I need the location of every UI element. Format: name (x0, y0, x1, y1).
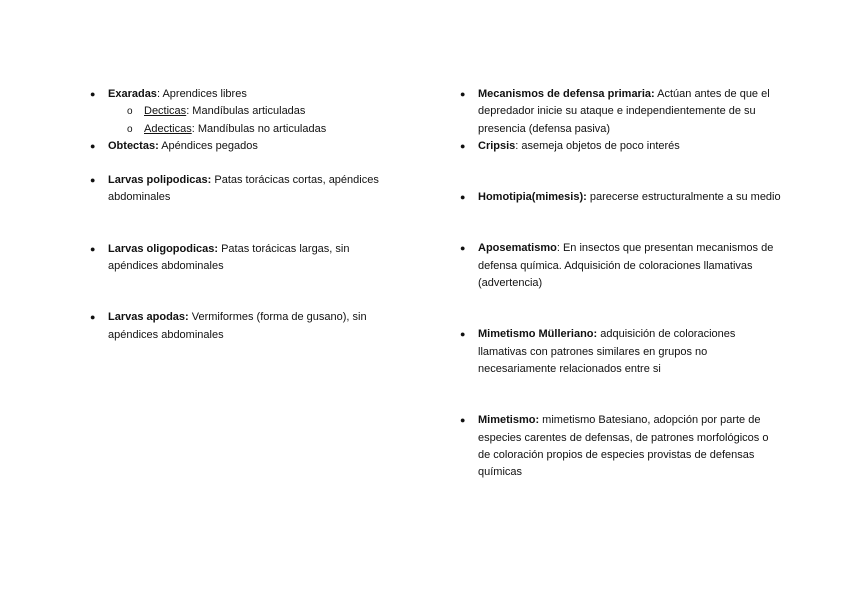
list-item-exaradas: ● Exaradas: Aprendices libres (90, 86, 400, 103)
term-decticas: Decticas (144, 105, 187, 118)
bullet-icon: ● (90, 175, 96, 186)
desc-mecanismos: Actúan antes de que el depredador inicie su ataque e independientemente de su presencia (defensa pasiva) (478, 88, 770, 135)
term-exaradas: Exaradas (108, 88, 157, 100)
list-item-homotipia (460, 189, 782, 206)
term-obtectas: Obtectas: (108, 139, 159, 152)
list-item-oligopodicas (90, 241, 400, 276)
desc-adecticas: : Mandíbulas no articuladas (191, 122, 327, 135)
list-item-mimetismo (460, 412, 782, 481)
term-cripsis: Cripsis (478, 139, 516, 152)
list-item-aposematismo (460, 240, 782, 292)
desc-polipodicas: Patas torácicas cortas, apéndices abdominales (108, 174, 379, 204)
desc-cripsis: : asemeja objetos de poco interés (515, 139, 680, 152)
desc-oligopodicas: Patas torácicas largas, sin apéndices abdominales (108, 242, 350, 273)
term-homotipia: Homotipia(mimesis): (478, 191, 587, 204)
term-mimetismo: Mimetismo: (478, 414, 540, 427)
bullet-icon: ● (460, 415, 466, 426)
bullet-icon: ● (90, 89, 96, 99)
desc-aposematismo: : En insectos que presentan mecanismos de defensa química. Adquisición de coloraciones llamativas (advertencia) (478, 242, 774, 290)
list-item-cripsis (460, 138, 782, 155)
spacer (460, 155, 782, 189)
desc-mimetismo: mimetismo Batesiano, adopción por parte de especies carentes de defensas, de patrones morfológicos o de coloración propios de especies provistas de defensas químicas (478, 414, 769, 479)
bullet-icon: ● (90, 140, 96, 151)
list-item-mecanismos (460, 86, 782, 138)
term-mulleriano: Mimetismo Mülleriano: (478, 328, 598, 341)
list-item-mulleriano (460, 326, 782, 378)
circle-bullet-icon: o (127, 123, 133, 135)
bullet-icon: ● (460, 243, 466, 254)
desc-obtectas: Apéndices pegados (158, 139, 258, 152)
circle-bullet-icon: o (127, 106, 133, 118)
desc-mulleriano: adquisición de coloraciones llamativas con patrones similares en grupos no necesariamente relacionados entre si (478, 328, 736, 375)
spacer (90, 207, 400, 241)
desc-homotipia: parecerse estructuralmente a su medio (586, 191, 781, 204)
bullet-icon: ● (460, 89, 466, 99)
term-aposematismo: Aposematismo (478, 242, 557, 255)
spacer (460, 292, 782, 326)
bullet-icon: ● (460, 140, 466, 151)
desc-exaradas: Aprendices libres (160, 88, 247, 100)
bullet-icon: ● (90, 243, 96, 254)
list-item-apodas (90, 309, 400, 344)
bullet-icon: ● (90, 312, 96, 323)
left-column (90, 86, 400, 344)
term-oligopodicas: Larvas oligopodicas: (108, 242, 219, 255)
term-polipodicas: Larvas polipodicas: (108, 174, 212, 187)
term-apodas: Larvas apodas: (108, 311, 189, 324)
spacer (460, 206, 782, 240)
list-item-polipodicas (90, 172, 400, 207)
spacer (90, 275, 400, 309)
spacer (90, 155, 400, 172)
right-column (460, 86, 782, 481)
list-item-obtectas (90, 138, 400, 155)
term-mecanismos: Mecanismos de defensa primaria: (478, 88, 655, 100)
bullet-icon: ● (460, 192, 466, 203)
spacer (460, 378, 782, 412)
term-adecticas: Adecticas (144, 122, 192, 135)
bullet-icon: ● (460, 329, 466, 340)
desc-decticas: : Mandíbulas articuladas (186, 105, 306, 118)
sub-item-adecticas (90, 121, 400, 138)
desc-apodas: Vermiformes (forma de gusano), sin apéndices abdominales (108, 311, 367, 341)
sub-item-decticas (90, 103, 400, 120)
